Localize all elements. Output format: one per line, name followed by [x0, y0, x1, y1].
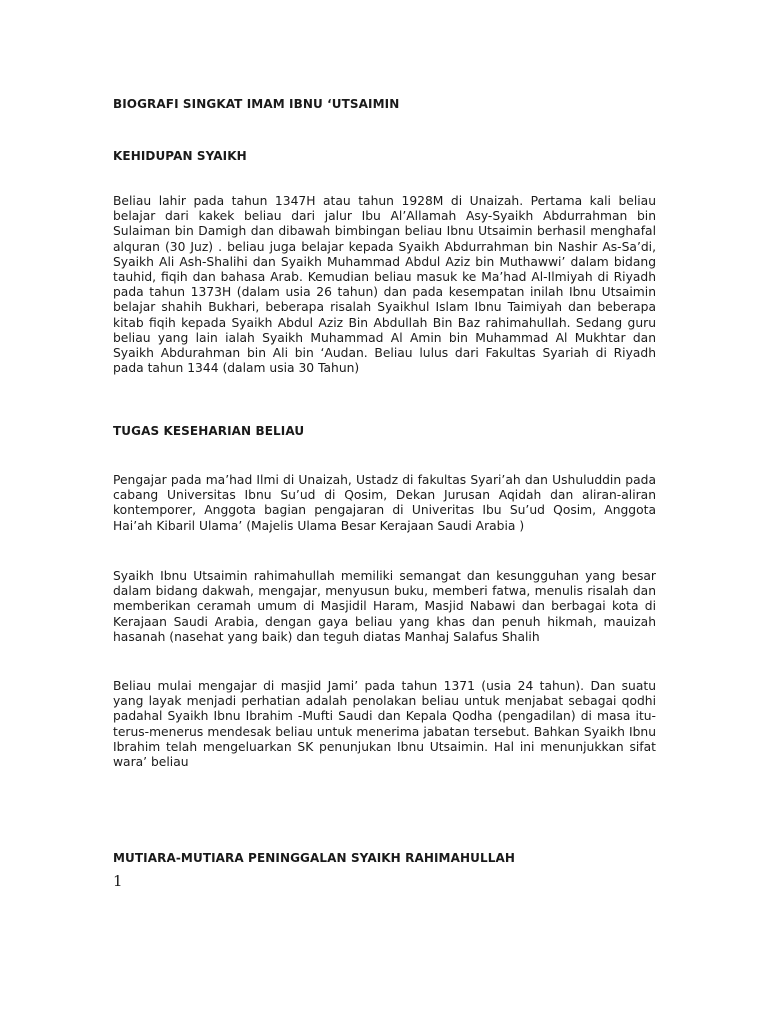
section-heading-mutiara: MUTIARA-MUTIARA PENINGGALAN SYAIKH RAHIMAHULLAH	[113, 851, 515, 865]
page-number: 1	[113, 872, 123, 890]
section-heading-kehidupan: KEHIDUPAN SYAIKH	[113, 149, 247, 163]
document-title: BIOGRAFI SINGKAT IMAM IBNU ‘UTSAIMIN	[113, 97, 400, 111]
section-heading-tugas: TUGAS KESEHARIAN BELIAU	[113, 424, 305, 438]
paragraph-tugas-1: Pengajar pada ma’had Ilmi di Unaizah, Ustadz di fakultas Syari’ah dan Ushuluddin pada cabang Universitas Ibnu Su’ud di Qosim, Dekan Jurusan Aqidah dan aliran-aliran kontemporer, Anggota bagian pengajaran di Univeritas Ibu Su’ud Qosim, Anggota Hai’ah Kibaril Ulama’ (Majelis Ulama Besar Kerajaan Saudi Arabia )	[113, 473, 656, 533]
paragraph-tugas-3: Beliau mulai mengajar di masjid Jami’ pada tahun 1371 (usia 24 tahun). Dan suatu yang layak menjadi perhatian adalah penolakan beliau untuk menjabat sebagai qodhi padahal Syaikh Ibnu Ibrahim -Mufti Saudi dan Kepala Qodha (pengadilan) di masa itu-terus-menerus mendesak beliau untuk menerima jabatan tersebut. Bahkan Syaikh Ibnu Ibrahim telah mengeluarkan SK penunjukan Ibnu Utsaimin. Hal ini menunjukkan sifat wara’ beliau	[113, 679, 656, 770]
paragraph-tugas-2: Syaikh Ibnu Utsaimin rahimahullah memiliki semangat dan kesungguhan yang besar dalam bidang dakwah, mengajar, menyusun buku, memberi fatwa, menulis risalah dan memberikan ceramah umum di Masjidil Haram, Masjid Nabawi dan berbagai kota di Kerajaan Saudi Arabia, dengan gaya beliau yang khas dan penuh hikmah, mauizah hasanah (nasehat yang baik) dan teguh diatas Manhaj Salafus Shalih	[113, 569, 656, 644]
paragraph-kehidupan: Beliau lahir pada tahun 1347H atau tahun 1928M di Unaizah. Pertama kali beliau belajar dari kakek beliau dari jalur Ibu Al’Allamah Asy-Syaikh Abdurrahman bin Sulaiman bin Damigh dan dibawah bimbingan beliau Ibnu Utsaimin berhasil menghafal alquran (30 Juz) . beliau juga belajar kepada Syaikh Abdurrahman bin Nashir As-Sa’di, Syaikh Ali Ash-Shalihi dan Syaikh Muhammad Abdul Aziz bin Muthawwi’ dalam bidang tauhid, fiqih dan bahasa Arab. Kemudian beliau masuk ke Ma’had Al-Ilmiyah di Riyadh pada tahun 1373H (dalam usia 26 tahun) dan pada kesempatan inilah Ibnu Utsaimin belajar shahih Bukhari, beberapa risalah Syaikhul Islam Ibnu Taimiyah dan beberapa kitab fiqih kepada Syaikh Abdul Aziz Bin Abdullah Bin Baz rahimahullah. Sedang guru beliau yang lain ialah Syaikh Muhammad Al Amin bin Muhammad Al Mukhtar dan Syaikh Abdurahman bin Ali bin ‘Audan. Beliau lulus dari Fakultas Syariah di Riyadh pada tahun 1344 (dalam usia 30 Tahun)	[113, 194, 656, 376]
